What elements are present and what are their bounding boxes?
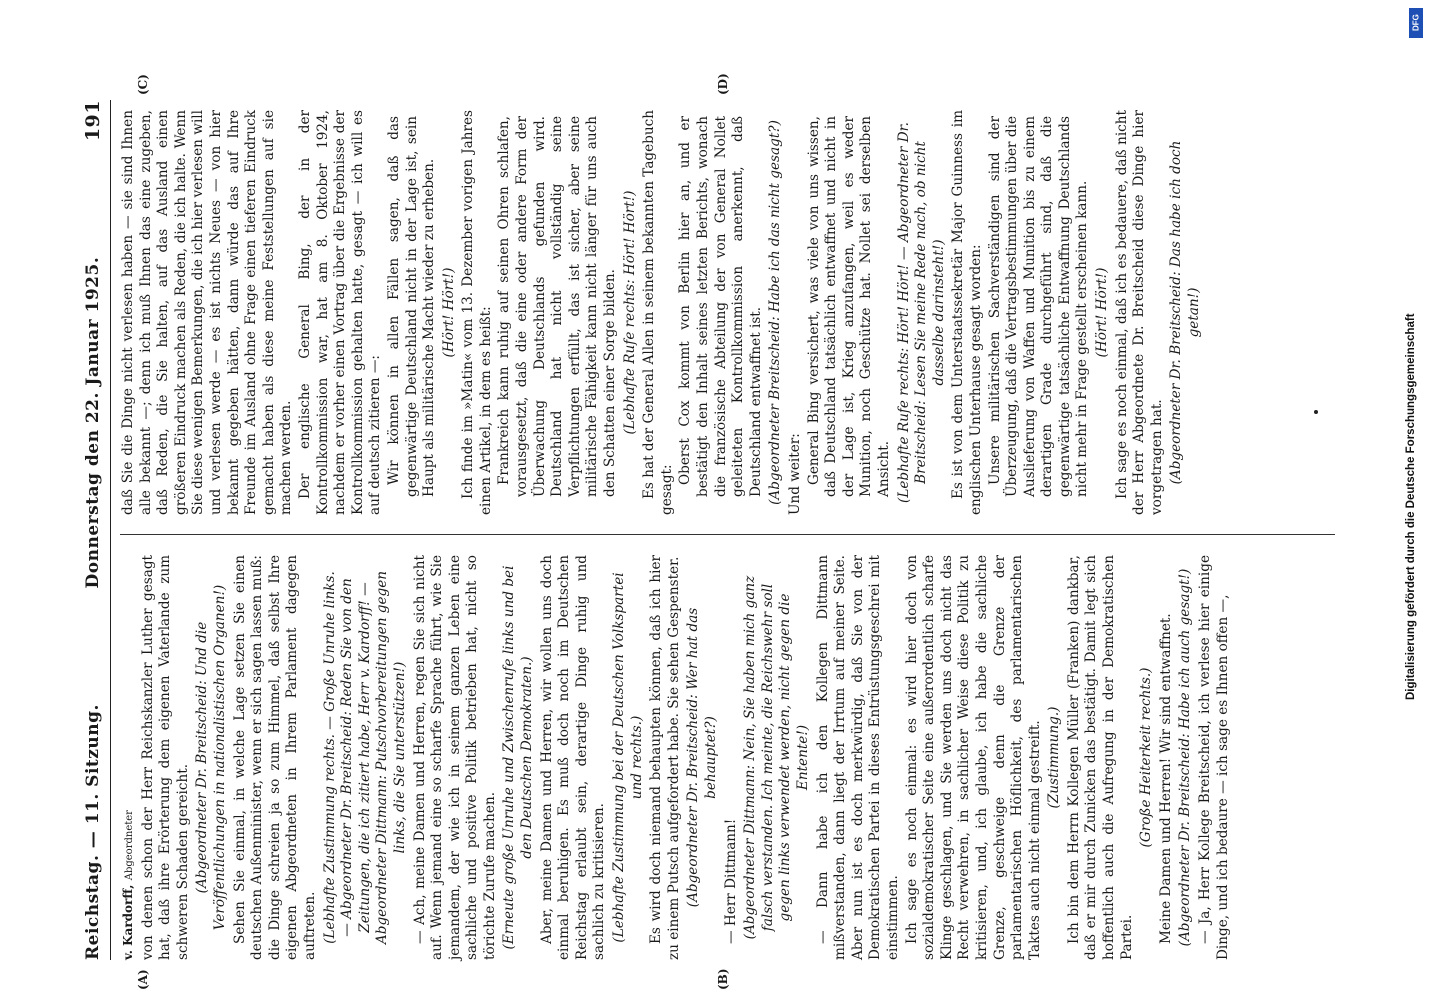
header-date: Donnerstag den 22. Januar 1925. [83,256,103,589]
paragraph: General Bing versichert, was viele von uns wissen, daß Deutschland tatsächlich entwaffnet und nicht in der Lage ist, Krieg anzufangen, weil es weder Munition, noch Geschütze hat. Nollet sei derselben Ansicht. [805,116,892,497]
paragraph: Ich sage es noch einmal: es wird hier doch von sozialdemokratischer Seite eine außerordentlich scharfe Klinge geschlagen, und Sie werden uns doch nicht das Recht verwehren, in sachlicher Weise diese Politik zu kritisieren, und, ich glaube, ich habe die sachliche Grenze, geschweige denn die Grenze der parlamentarischen Höflichkeit, des parlamentarischen Taktes auch nicht einmal gestreift. [903,555,1043,960]
dfg-logo: DFG [1409,8,1423,38]
paragraph: Meine Damen und Herren! Wir sind entwaffnet. [1157,613,1174,944]
digitization-note: Digitalisierung gefördert durch die Deutsche Forschungsgemeinschaft [1405,313,1417,700]
left-column [120,555,1233,960]
paragraph: — Dann habe ich den Kollegen Dittmann mißverstanden, dann liegt der Irrtum auf meiner Seite. Aber nun ist es doch merkwürdig, daß Sie von der Demokratischen Partei in dieses Entrüstungsgeschrei mit einstimmen. [814,555,901,960]
paragraph: Es ist von dem Unterstaatssekretär Major Guinness im englischen Unterhause gesagt worden: [950,110,984,515]
paragraph: Wir können in allen Fällen sagen, daß das gegenwärtige Deutschland nicht in der Lage ist, sein Haupt als militärische Macht wieder zu erheben. [385,116,438,497]
interjection: (Lebhafte Rufe rechts: Hört! Hört!) [621,190,638,435]
paragraph: — Ach, meine Damen und Herren, regen Sie sich nicht auf. Wenn jemand eine so scharfe Sprache führt, wie Sie jemandem, der wie ich in seinem ganzen Leben eine sachliche und positive Politik betrieben hat, nicht so törichte Zurufe machen. [411,555,498,960]
interjection: (Große Heiterkeit rechts.) [1138,667,1155,848]
interjection: (Abgeordneter Breitscheid: Habe ich das nicht gesagt?) [767,120,784,505]
interjection: (Abgeordneter Dr. Breitscheid: Das habe ich doch getan!) [1168,140,1203,485]
speaker-role: Abgeordneter [124,810,135,881]
paragraph: von denen schon der Herr Reichskanzler Luther gesagt hat, daß ihre Erörterung dem eigenen Vaterlande zum schweren Schaden gereicht. [139,555,191,960]
interjection: (Lebhafte Zustimmung bei der Deutschen Volkspartei und rechts.) [611,572,645,943]
interjection: (Abgeordneter Dr. Breitscheid: Und die Veröffentlichungen in nationalistischen Organen!) [194,584,228,931]
left-paragraphs [140,555,1233,960]
page-header [76,100,111,960]
paragraph: Oberst Cox kommt von Berlin hier an, und er bestätigt den Inhalt seines letzten Berichts, wonach die französische Abteilung der von General Nollet geleiteten Kontrollkommission anerkennt, daß Deutschland entwaffnet ist. [677,116,764,497]
interjection: (Lebhafte Rufe rechts: Hört! Hört! — Abgeordneter Dr. Breitscheid: Lesen Sie meine Rede nach, ob nicht dasselbe darinsteht!) [895,122,947,503]
paragraph: Ich finde im »Matin« vom 13. Dezember vorigen Jahres einen Artikel, in dem es heißt: [460,110,494,515]
side-note [1393,0,1433,1000]
column-divider [120,534,1335,535]
paragraph: — Herr Dittmann! [722,818,739,944]
paragraph: daß Sie die Dinge nicht verlesen haben — sie sind Ihnen alle bekannt —; denn ich muß Ihnen das eine zugeben, daß Reden, die Sie halten, auf das Ausland einen größeren Eindruck machen als Reden, die ich halte. Wenn Sie diese wenigen Bemerkungen, die ich hier verlesen will und verlesen werde — es ist nichts Neues — von hier bekannt gegeben hätten, dann würde das auf Ihre Freunde im Ausland ohne Frage einen tieferen Eindruck gemacht haben als diese meine Feststellungen auf sie machen werden. [120,110,295,515]
interjection: (Erneute große Unruhe und Zwischenrufe links und bei den Deutschen Demokraten.) [501,565,536,950]
speck [1314,410,1318,414]
paragraph: Es hat der General Allen in seinem bekannten Tagebuch gesagt: [641,110,675,515]
right-paragraphs [120,110,1204,515]
margin-marker-b: (B) [716,968,730,990]
paragraph: Aber, meine Damen und Herren, wir wollen uns doch einmal beruhigen. Es muß doch noch im Deutschen Reichstag erlaubt sein, derartige Dinge ruhig und sachlich zu kritisieren. [538,555,608,960]
interjection: (Abgeordneter Dr. Breitscheid: Wer hat das behauptet?) [685,607,719,908]
header-left: Reichstag. — 11. Sitzung. [83,704,103,960]
paragraph: Es wird doch niemand behaupten können, daß ich hier zu einem Putsch aufgefordert habe. Sie sehen Gespenster. [648,555,682,960]
paragraph: Frankreich kann ruhig auf seinen Ohren schlafen, vorausgesetzt, daß die eine oder andere Form der Überwachung Deutschlands gefunden wird. Deutschland hat nicht vollständig seine Verpflichtungen erfüllt, das ist sicher, aber seine militärische Fähigkeit kann nicht länger für uns auch den Schatten einer Sorge bilden. [496,116,619,497]
paragraph: Der englische General Bing, der in der Kontrollkommission war, hat am 8. Oktober 1924, nachdem er vorher einen Vortrag über die Ergebnisse der Kontrollkommission gehalten hatte, gesagt — ich will es auf deutsch zitieren —: [296,110,384,515]
speaker-line [120,555,139,960]
interjection: (Lebhafte Zustimmung rechts. — Große Unruhe links. — Abgeordneter Dr. Breitscheid: Reden Sie von den Zeitungen, die ich zitiert habe, Herr v. Kardorff! — Abgeordneter Dittmann: Putschvorbereitungen gegen links, die Sie unterstützen!) [321,570,408,945]
interjection: (Zustimmung.) [1046,706,1063,809]
margin-marker-d: (D) [716,73,730,95]
paragraph: Unsere militärischen Sachverständigen sind der Überzeugung, daß die Vertragsbestimmungen über die Auslieferung von Waffen und Munition bis zu einem derartigen Grade durchgeführt sind, daß die gegenwärtige tatsächliche Entwaffnung Deutschlands nicht mehr in Frage gestellt erscheinen kann. [986,116,1091,497]
margin-marker-c: (C) [136,74,150,95]
paragraph: — Ja, Herr Kollege Breitscheid, ich verlese hier einige Dinge, und ich bedaure — ich sage es Ihnen offen —, [1197,555,1231,960]
interjection: (Abgeordneter Dr. Breitscheid: Habe ich auch gesagt!) [1177,568,1194,947]
interjection: (Hört! Hört!) [440,267,457,358]
page-number: 191 [82,100,104,142]
paragraph: Ich bin dem Herrn Kollegen Müller (Franken) dankbar, daß er mir durch Zunicken das bestätigt. Damit legt sich hoffentlich auch die Aufregung in der Demokratischen Partei. [1065,555,1135,960]
paragraph: Und weiter: [786,433,803,515]
paragraph: Sehen Sie einmal, in welche Lage setzen Sie einen deutschen Außenminister, wenn er sich sagen lassen muß: die Dinge schreien ja so zum Himmel, daß selbst Ihre eigenen Abgeordneten in Ihrem Parlament dagegen auftreten. [231,555,318,960]
document-page [76,73,1346,990]
interjection: (Abgeordneter Dittmann: Nein, Sie haben mich ganz falsch verstanden. Ich meinte, die Reichswehr soll gegen links verwendet werden, nicht gegen die Entente!) [742,575,811,940]
margin-marker-a: (A) [136,969,150,990]
speaker-name: v. Kardorff, [121,884,135,960]
interjection: (Hört! Hört!) [1094,267,1111,358]
right-column [120,110,1206,515]
paragraph: Ich sage es noch einmal, daß ich es bedauere, daß nicht der Herr Abgeordnete Dr. Breitscheid diese Dinge hier vorgetragen hat. [1113,110,1165,515]
